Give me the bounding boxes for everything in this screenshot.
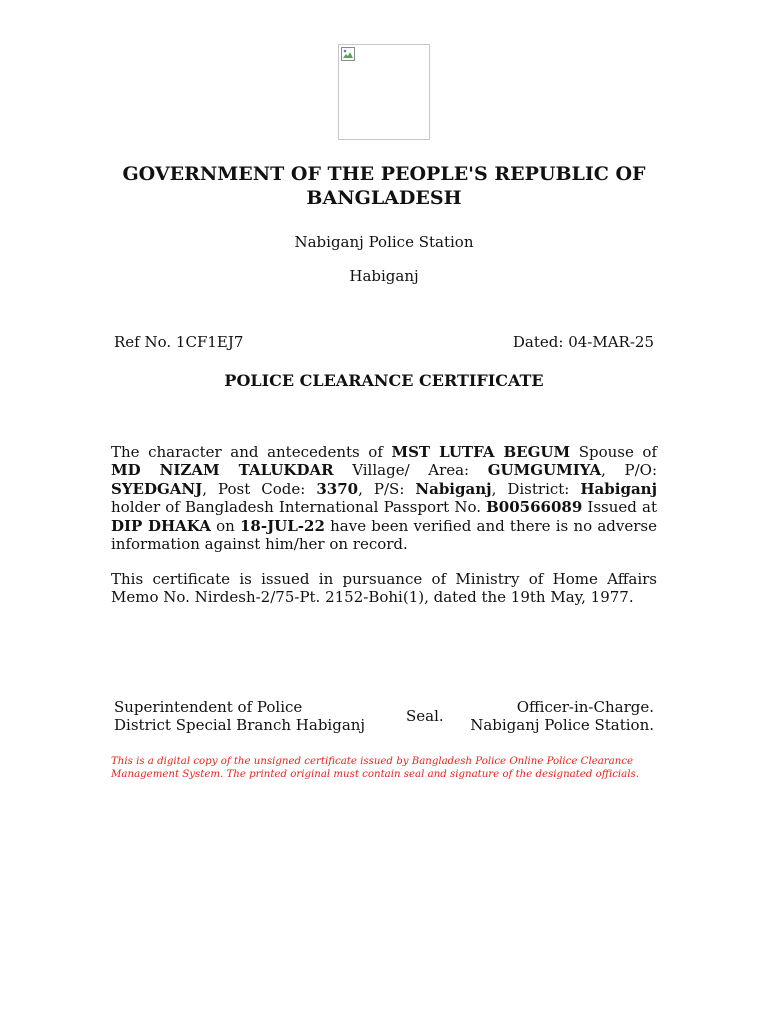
government-title: GOVERNMENT OF THE PEOPLE'S REPUBLIC OF BANGLADESH [122, 163, 646, 209]
body-text: The character and antecedents of [111, 443, 392, 461]
broken-image-icon [341, 47, 355, 61]
body-text: holder of Bangladesh International Passport No. [111, 498, 487, 517]
body-text: Issued at [582, 498, 657, 517]
body-text: , P/O: [601, 461, 657, 480]
passport-issue-date: 18-JUL-22 [239, 516, 325, 535]
issue-date: Dated: 04-MAR-25 [512, 333, 654, 351]
issuing-office: DIP DHAKA [111, 516, 211, 535]
post-code: 3370 [316, 479, 359, 498]
village-name: GUMGUMIYA [487, 461, 602, 480]
district-name: Habiganj [349, 267, 419, 285]
body-text: Spouse of [570, 443, 658, 461]
body-text: , District: [491, 479, 581, 498]
body-text: on [210, 516, 240, 535]
digital-copy-disclaimer: This is a digital copy of the unsigned certificate issued by Bangladesh Police Online Police Clearance Management System. The printed original must contain seal and signature of the designated officials. [111, 756, 639, 780]
sp-office: District Special Branch Habiganj [114, 716, 366, 734]
verification-paragraph [111, 443, 657, 553]
police-station-name: Nabiganj Police Station [294, 233, 474, 251]
passport-number: B00566089 [486, 498, 583, 517]
body-text: have been verified and there is no adverse information against him/her on record. [111, 516, 657, 554]
government-logo [338, 44, 430, 140]
district: Habiganj [580, 479, 657, 498]
body-text: , Post Code: [202, 479, 317, 498]
seal-label: Seal. [406, 707, 444, 725]
oc-signature-block [470, 698, 654, 734]
sp-signature-block [114, 698, 365, 734]
body-text: , P/S: [358, 479, 416, 498]
post-office: SYEDGANJ [111, 479, 203, 498]
spouse-name: MD NIZAM TALUKDAR [111, 461, 334, 480]
certificate-title: POLICE CLEARANCE CERTIFICATE [224, 371, 544, 390]
body-text: Village/ Area: [333, 461, 488, 480]
oc-office: Nabiganj Police Station. [470, 716, 654, 734]
sp-title: Superintendent of Police [114, 698, 303, 716]
oc-title: Officer-in-Charge. [516, 698, 654, 716]
memo-paragraph: This certificate is issued in pursuance of Ministry of Home Affairs Memo No. Nirdesh-2/75-Pt. 2152-Bohi(1), dated the 19th May, 1977. [111, 570, 657, 607]
reference-number: Ref No. 1CF1EJ7 [114, 333, 244, 351]
police-station: Nabiganj [415, 479, 492, 498]
applicant-name: MST LUTFA BEGUM [391, 443, 571, 461]
